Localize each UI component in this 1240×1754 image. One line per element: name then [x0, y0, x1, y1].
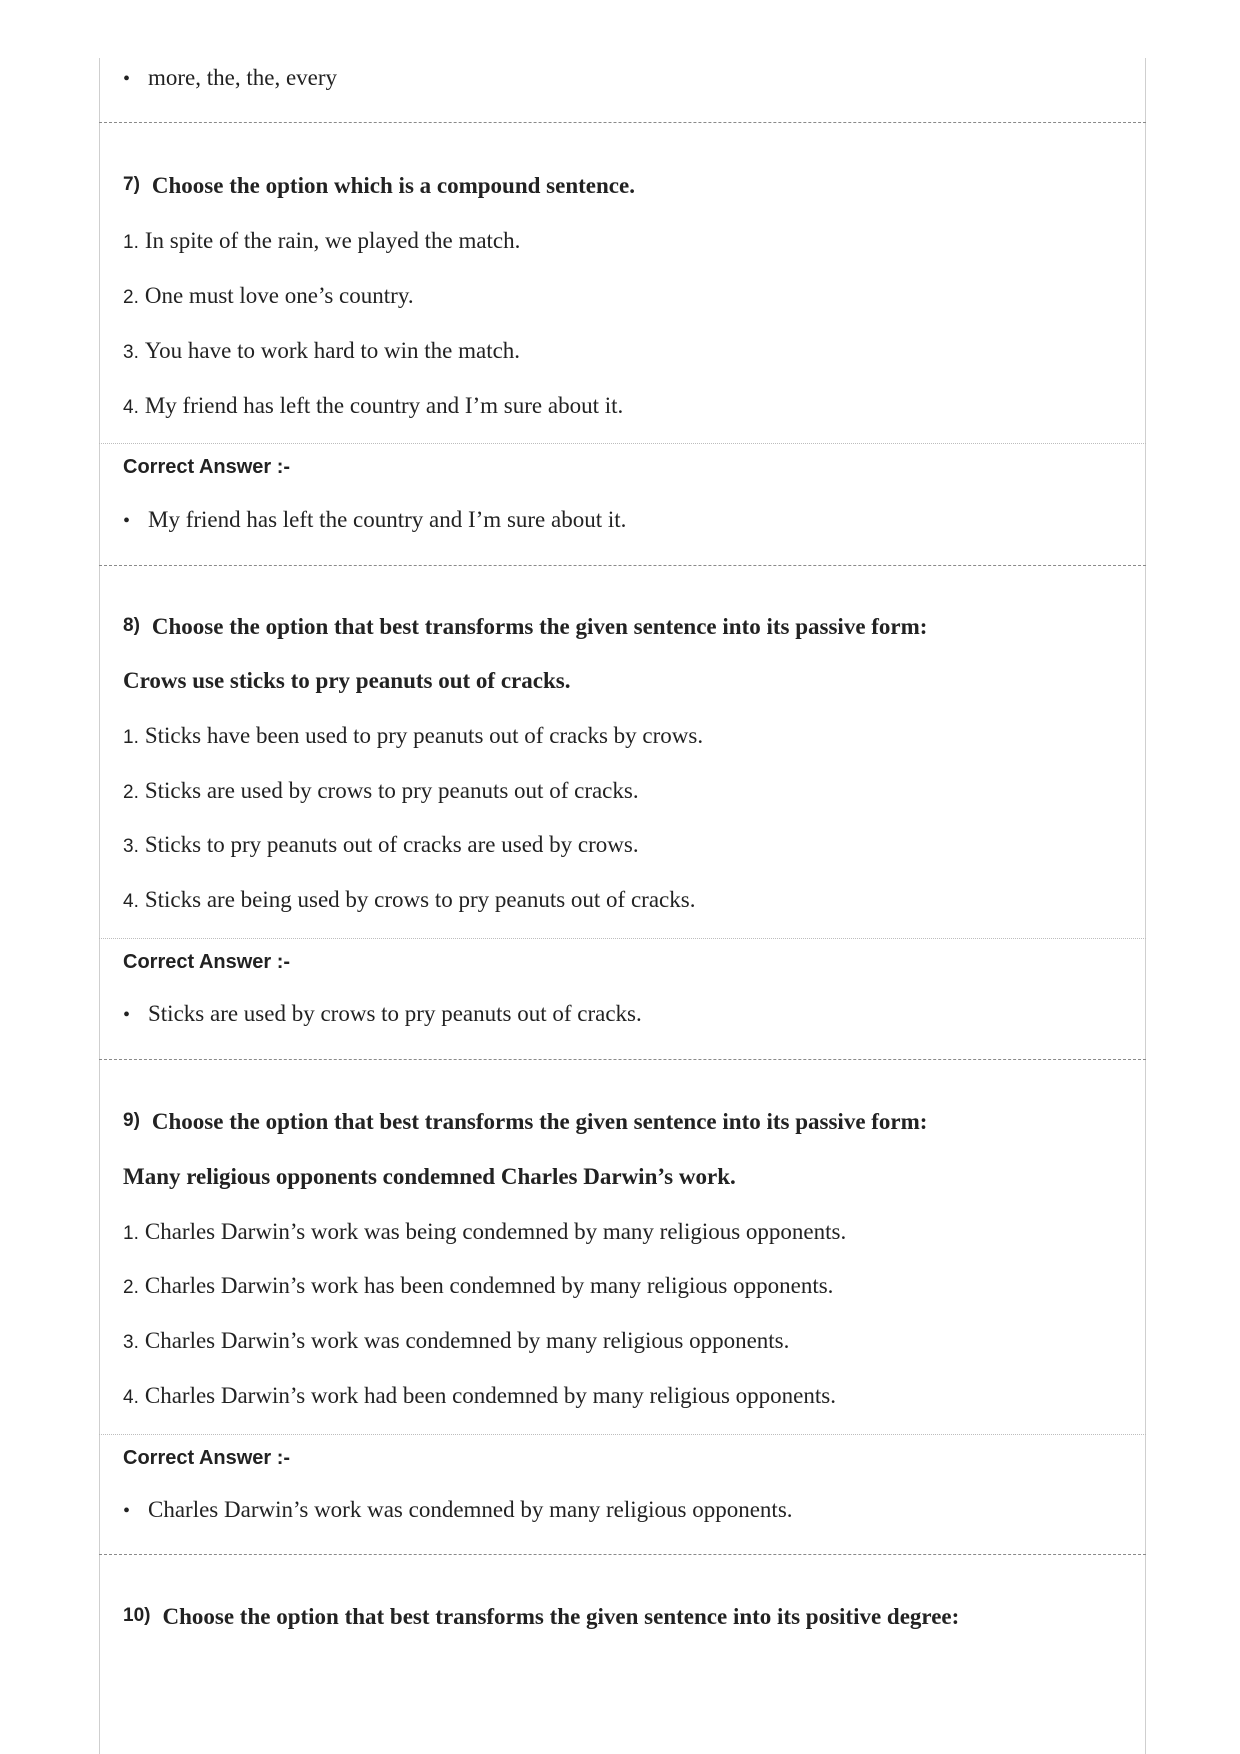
option-text: Sticks are used by crows to pry peanuts out of cracks. [144, 778, 639, 803]
correct-answer-label: Correct Answer :- [123, 456, 291, 478]
option-item [123, 1384, 836, 1407]
option-text: One must love one’s country. [144, 283, 414, 308]
answer-bullet: • Charles Darwin’s work was condemned by many religious opponents. [123, 1497, 793, 1522]
question-divider [99, 1554, 1146, 1555]
answer-divider [99, 443, 1146, 444]
question-text: Choose the option that best transforms the given sentence into its passive form: [151, 614, 928, 639]
question-text: Choose the option which is a compound sentence. [151, 173, 635, 198]
option-number: 1. [123, 1223, 139, 1244]
option-item [123, 1274, 833, 1297]
answer-bullet: • more, the, the, every [123, 65, 338, 90]
answer-bullet: • My friend has left the country and I’m sure about it. [123, 507, 627, 532]
question-9 [123, 1110, 927, 1133]
option-text: Charles Darwin’s work had been condemned by many religious opponents. [144, 1383, 836, 1408]
answer-bullet: • Sticks are used by crows to pry peanuts out of cracks. [123, 1001, 642, 1026]
question-sentence: Crows use sticks to pry peanuts out of cracks. [123, 668, 571, 693]
option-text: Charles Darwin’s work was condemned by many religious opponents. [144, 1328, 790, 1353]
correct-answer-label: Correct Answer :- [123, 1447, 291, 1469]
option-text: Sticks have been used to pry peanuts out of cracks by crows. [144, 723, 704, 748]
option-item [123, 394, 623, 417]
option-number: 2. [123, 782, 139, 803]
answer-divider [99, 1434, 1146, 1435]
option-item [123, 1220, 846, 1243]
question-divider [99, 122, 1146, 123]
option-text: You have to work hard to win the match. [144, 338, 521, 363]
option-text: In spite of the rain, we played the match. [144, 228, 521, 253]
question-number: 10) [123, 1605, 151, 1626]
option-item [123, 779, 639, 802]
option-item [123, 284, 414, 307]
question-divider [99, 1059, 1146, 1060]
option-number: 4. [123, 1387, 139, 1408]
option-text: Sticks to pry peanuts out of cracks are used by crows. [144, 832, 639, 857]
answer-text: My friend has left the country and I’m sure about it. [148, 507, 627, 532]
option-item [123, 229, 520, 252]
option-text: Charles Darwin’s work was being condemned by many religious opponents. [144, 1219, 847, 1244]
option-number: 3. [123, 1332, 139, 1353]
question-sentence: Many religious opponents condemned Charles Darwin’s work. [123, 1164, 736, 1189]
answer-text: Charles Darwin’s work was condemned by many religious opponents. [148, 1497, 793, 1522]
option-text: My friend has left the country and I’m sure about it. [144, 393, 624, 418]
option-number: 3. [123, 342, 139, 363]
question-10 [123, 1605, 959, 1628]
option-number: 1. [123, 727, 139, 748]
answer-text: Sticks are used by crows to pry peanuts out of cracks. [148, 1001, 642, 1026]
question-text: Choose the option that best transforms the given sentence into its passive form: [151, 1109, 928, 1134]
option-number: 2. [123, 287, 139, 308]
option-text: Sticks are being used by crows to pry peanuts out of cracks. [144, 887, 696, 912]
option-item [123, 888, 695, 911]
option-number: 2. [123, 1277, 139, 1298]
option-item [123, 1329, 789, 1352]
option-text: Charles Darwin’s work has been condemned by many religious opponents. [144, 1273, 834, 1298]
question-divider [99, 565, 1146, 566]
option-item [123, 339, 520, 362]
option-number: 3. [123, 836, 139, 857]
answer-divider [99, 938, 1146, 939]
question-number: 8) [123, 615, 140, 636]
option-number: 4. [123, 397, 139, 418]
question-8 [123, 615, 927, 638]
question-7 [123, 174, 635, 197]
correct-answer-label: Correct Answer :- [123, 951, 291, 973]
question-number: 9) [123, 1110, 140, 1131]
question-text: Choose the option that best transforms the given sentence into its positive degree: [162, 1604, 960, 1629]
option-item [123, 833, 639, 856]
option-number: 1. [123, 232, 139, 253]
answer-text: more, the, the, every [148, 65, 338, 90]
option-item [123, 724, 703, 747]
question-number: 7) [123, 174, 140, 195]
option-number: 4. [123, 891, 139, 912]
